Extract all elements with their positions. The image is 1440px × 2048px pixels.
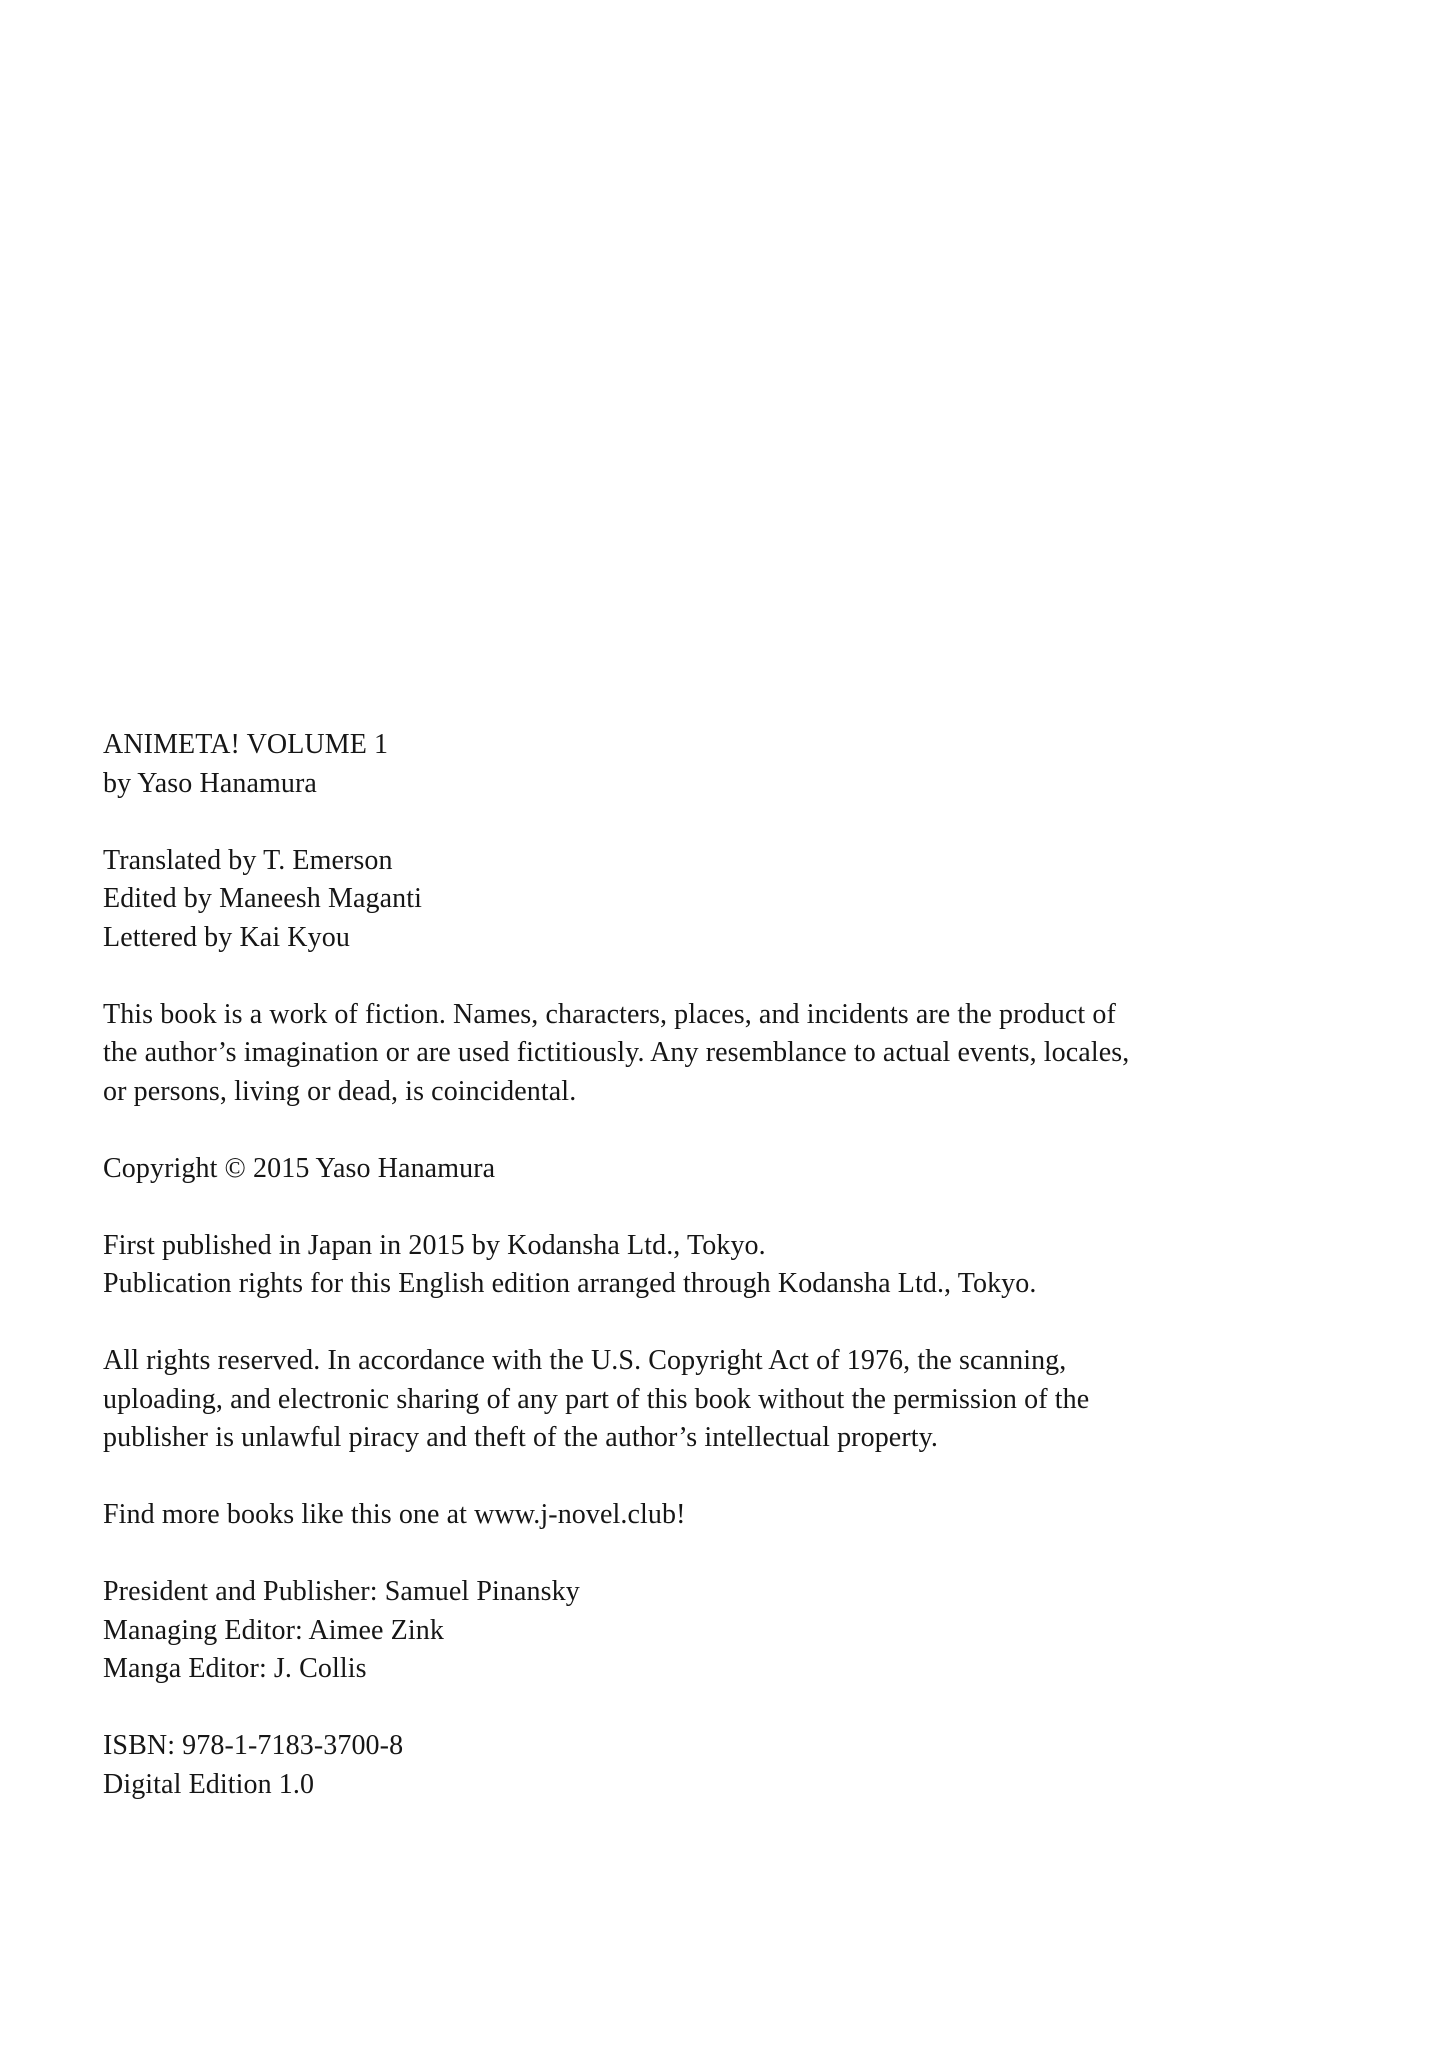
author-byline: by Yaso Hanamura — [103, 767, 317, 799]
letterer-credit: Lettered by Kai Kyou — [103, 921, 350, 953]
fiction-disclaimer-line-2: the author’s imagination or are used fictitiously. Any resemblance to actual events, locales, — [103, 1037, 1130, 1068]
book-title: ANIMETA! VOLUME 1 — [103, 729, 389, 760]
copyright-block — [103, 1150, 1393, 1189]
promo-line: Find more books like this one at www.j-novel.club! — [103, 1499, 686, 1530]
credits-block — [103, 842, 1393, 958]
manga-editor-line: Manga Editor: J. Collis — [103, 1653, 367, 1684]
rights-notice — [103, 1342, 1393, 1458]
managing-editor-line: Managing Editor: Aimee Zink — [103, 1614, 444, 1646]
colophon-text-block — [103, 726, 1393, 1804]
copyright-line: Copyright © 2015 Yaso Hanamura — [103, 1152, 496, 1184]
rights-notice-line-1: All rights reserved. In accordance with the U.S. Copyright Act of 1976, the scanning, — [103, 1345, 1067, 1376]
promo-block — [103, 1496, 1393, 1535]
first-published-line: First published in Japan in 2015 by Kodansha Ltd., Tokyo. — [103, 1229, 766, 1261]
digital-edition-line: Digital Edition 1.0 — [103, 1768, 315, 1800]
fiction-disclaimer-line-3: or persons, living or dead, is coincidental. — [103, 1075, 577, 1107]
rights-notice-line-3: publisher is unlawful piracy and theft of the author’s intellectual property. — [103, 1422, 939, 1453]
president-publisher-line: President and Publisher: Samuel Pinansky — [103, 1576, 580, 1607]
edition-block — [103, 1727, 1393, 1804]
translator-credit: Translated by T. Emerson — [103, 844, 393, 876]
title-block — [103, 726, 1393, 803]
staff-block — [103, 1573, 1393, 1689]
publication-block — [103, 1227, 1393, 1304]
editor-credit: Edited by Maneesh Maganti — [103, 883, 422, 914]
rights-notice-line-2: uploading, and electronic sharing of any part of this book without the permission of the — [103, 1383, 1090, 1415]
isbn-line: ISBN: 978-1-7183-3700-8 — [103, 1730, 404, 1761]
fiction-disclaimer — [103, 996, 1393, 1112]
fiction-disclaimer-line-1: This book is a work of fiction. Names, characters, places, and incidents are the product of — [103, 998, 1116, 1030]
publication-rights-line: Publication rights for this English edition arranged through Kodansha Ltd., Tokyo. — [103, 1268, 1037, 1299]
